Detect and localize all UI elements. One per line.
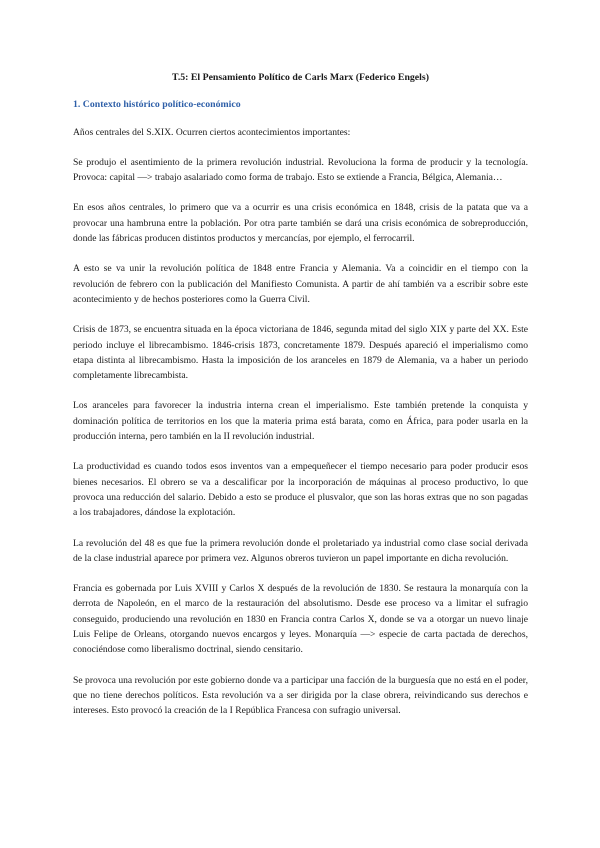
paragraph: La revolución del 48 es que fue la primera revolución donde el proletariado ya industrial como clase social derivada de la clase industrial aparece por primera vez. Algunos obreros tuvieron un papel importante en dicha revolución.: [73, 537, 528, 564]
paragraph: Francia es gobernada por Luis XVIII y Carlos X después de la revolución de 1830. Se restaura la monarquía con la derrota de Napoleón, en el marco de la restauración del absolutismo. Desde ese proceso va a limitar el sufragio conseguido, produciendo una revolución en 1830 en Francia contra Carlos X, donde se va a otorgar un nuevo linaje Luis Felipe de Orleans, otorgando nuevos encargos y leyes. Monarquía —> especie de carta pactada de derechos, conociéndose como liberalismo doctrinal, siendo censitario.: [73, 583, 528, 656]
paragraph: Crisis de 1873, se encuentra situada en la época victoriana de 1846, segunda mitad del siglo XIX y parte del XX. Este periodo incluye el librecambismo. 1846-crisis 1873, concretamente 1879. Después apareció el imperialismo como etapa distinta al librecambismo. Hasta la imposición de los aranceles en 1879 de Alemania, va a haber un periodo completamente librecambista.: [73, 324, 528, 382]
document-title: T.5: El Pensamiento Político de Carls Marx (Federico Engels): [172, 72, 429, 83]
section-heading: 1. Contexto histórico político-económico: [73, 99, 241, 111]
document-body: [73, 70, 528, 734]
paragraph: A esto se va unir la revolución política de 1848 entre Francia y Alemania. Va a coincidir en el tiempo con la revolución de febrero con la publicación del Manifiesto Comunista. A partir de ahí también va a escribir sobre este acontecimiento y de hechos posteriores como la Guerra Civil.: [73, 263, 528, 305]
paragraph: Los aranceles para favorecer la industria interna crean el imperialismo. Este también pretende la conquista y dominación política de territorios en los que la materia prima está barata, como en África, para poder usarla en la producción interna, pero también en la II revolución industrial.: [73, 400, 528, 443]
paragraph: La productividad es cuando todos esos inventos van a empequeñecer el tiempo necesario para poder producir esos bienes necesarios. El obrero se va a descalificar por la incorporación de máquinas al proceso productivo, lo que provoca una reducción del salario. Debido a esto se produce el plusvalor, que son las horas extras que no son pagadas a los trabajadores, dándose la explotación.: [73, 461, 528, 519]
paragraph: Años centrales del S.XIX. Ocurren ciertos acontecimientos importantes:: [73, 126, 351, 138]
paragraph: En esos años centrales, lo primero que va a ocurrir es una crisis económica en 1848, crisis de la patata que va a provocar una hambruna entre la población. Por otra parte también se dará una crisis económica de sobreproducción, donde las fábricas producen distintos productos y mercancías, por ejemplo, el ferrocarril.: [73, 202, 528, 245]
paragraph: Se provoca una revolución por este gobierno donde va a participar una facción de la burguesía que no está en el poder, que no tiene derechos políticos. Esta revolución va a ser dirigida por la clase obrera, reivindicando sus derechos e intereses. Esto provocó la creación de la I República Francesa con sufragio universal.: [73, 674, 528, 717]
paragraph: Se produjo el asentimiento de la primera revolución industrial. Revoluciona la forma de producir y la tecnología. Provoca: capital —> trabajo asalariado como forma de trabajo. Esto se extiende a Francia, Bélgica, Alemania…: [73, 156, 528, 184]
